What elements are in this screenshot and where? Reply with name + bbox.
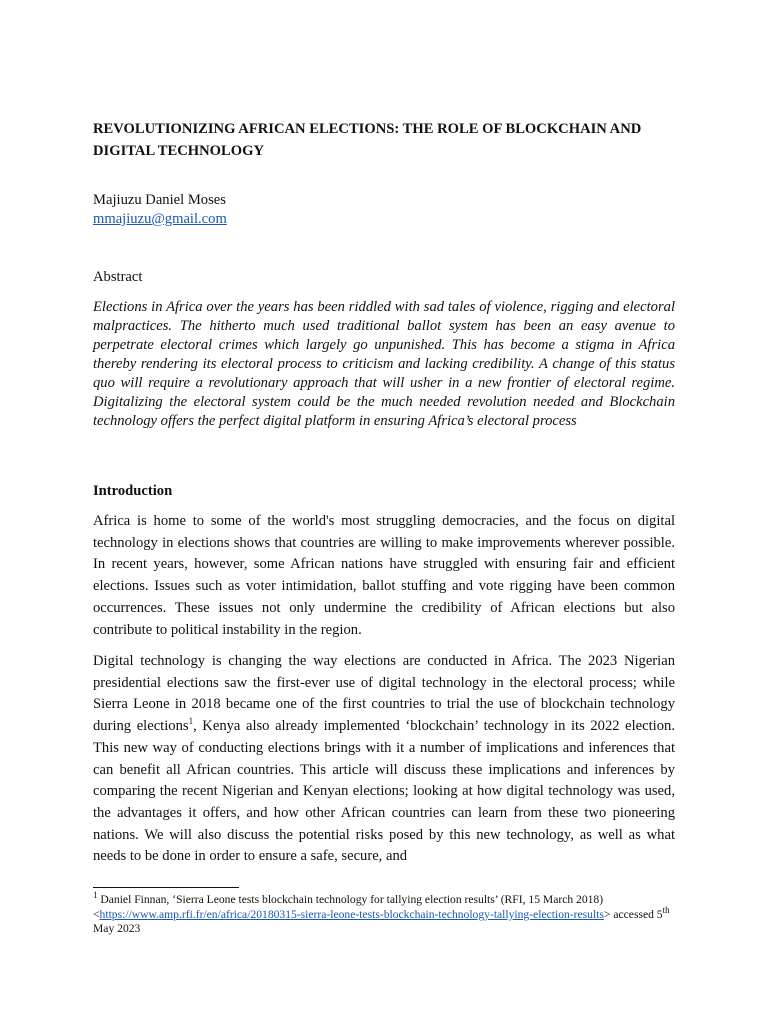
paragraph-2-text-start: Digital technology is changing the way elections are conducted in Africa. The 2023 Nigerian presidential elections saw the first-ever use of digital technology in the electoral process; while Sierra Leone in 2018 became one of the first countries to trial the use of blockchain technology during elections	[93, 653, 675, 735]
footnote	[93, 890, 683, 937]
footnote-accessed-date: May 2023	[93, 922, 141, 936]
footnote-accessed-suffix: th	[662, 904, 670, 915]
footnote-number: 1	[93, 890, 98, 901]
paragraph-2-text-end: , Kenya also already implemented ‘blockchain’ technology in its 2022 election. This new way of conducting elections brings with it a number of implications and inferences that can benefit all African countries. This article will discuss these implications and inferences by comparing the recent Nigerian and Kenyan elections; looking at how digital technology was used, the advantages it offers, and how other African countries can learn from these two pioneering nations. We will also discuss the potential risks posed by this new technology, as well as what needs to be done in order to ensure a safe, secure, and	[93, 718, 675, 865]
author-email-link[interactable]: mmajiuzu@gmail.com	[93, 211, 227, 227]
footnote-reference[interactable]: 1	[188, 716, 194, 727]
introduction-heading: Introduction	[93, 483, 173, 499]
paper-title: REVOLUTIONIZING AFRICAN ELECTIONS: THE ROLE OF BLOCKCHAIN AND DIGITAL TECHNOLOGY	[93, 121, 642, 159]
footnote-accessed: > accessed 5	[603, 907, 663, 921]
abstract-text: Elections in Africa over the years has been riddled with sad tales of violence, rigging and electoral malpractices. The hitherto much used traditional ballot system has been an easy avenue to perpetrate electoral crimes which largely go unpunished. This has become a stigma in Africa thereby rendering its electoral process to criticism and lacking credibility. A change of this status quo will require a revolutionary approach that will usher in a new frontier of electoral regime. Digitalizing the electoral system could be the much needed revolution needed and Blockchain technology offers the perfect digital platform in ensuring Africa’s electoral process	[93, 299, 675, 429]
introduction-paragraph-1: Africa is home to some of the world's most struggling democracies, and the focus on digital technology in elections shows that countries are willing to make improvements wherever possible. In recent years, however, some African nations have struggled with ensuring fair and efficient elections. Issues such as voter intimidation, ballot stuffing and vote rigging have been common occurrences. These issues not only undermine the credibility of African elections but also contribute to political instability in the region.	[93, 513, 675, 638]
author-name: Majiuzu Daniel Moses	[93, 192, 226, 208]
abstract-heading: Abstract	[93, 269, 143, 285]
footnote-separator	[93, 887, 239, 888]
introduction-paragraph-2	[93, 651, 675, 868]
footnote-link[interactable]: https://www.amp.rfi.fr/en/africa/20180315-sierra-leone-tests-blockchain-technology-tallying-election-results	[99, 907, 604, 921]
footnote-text: Daniel Finnan, ‘Sierra Leone tests blockchain technology for tallying election results’ (RFI, 15 March 2018) <	[93, 893, 604, 921]
